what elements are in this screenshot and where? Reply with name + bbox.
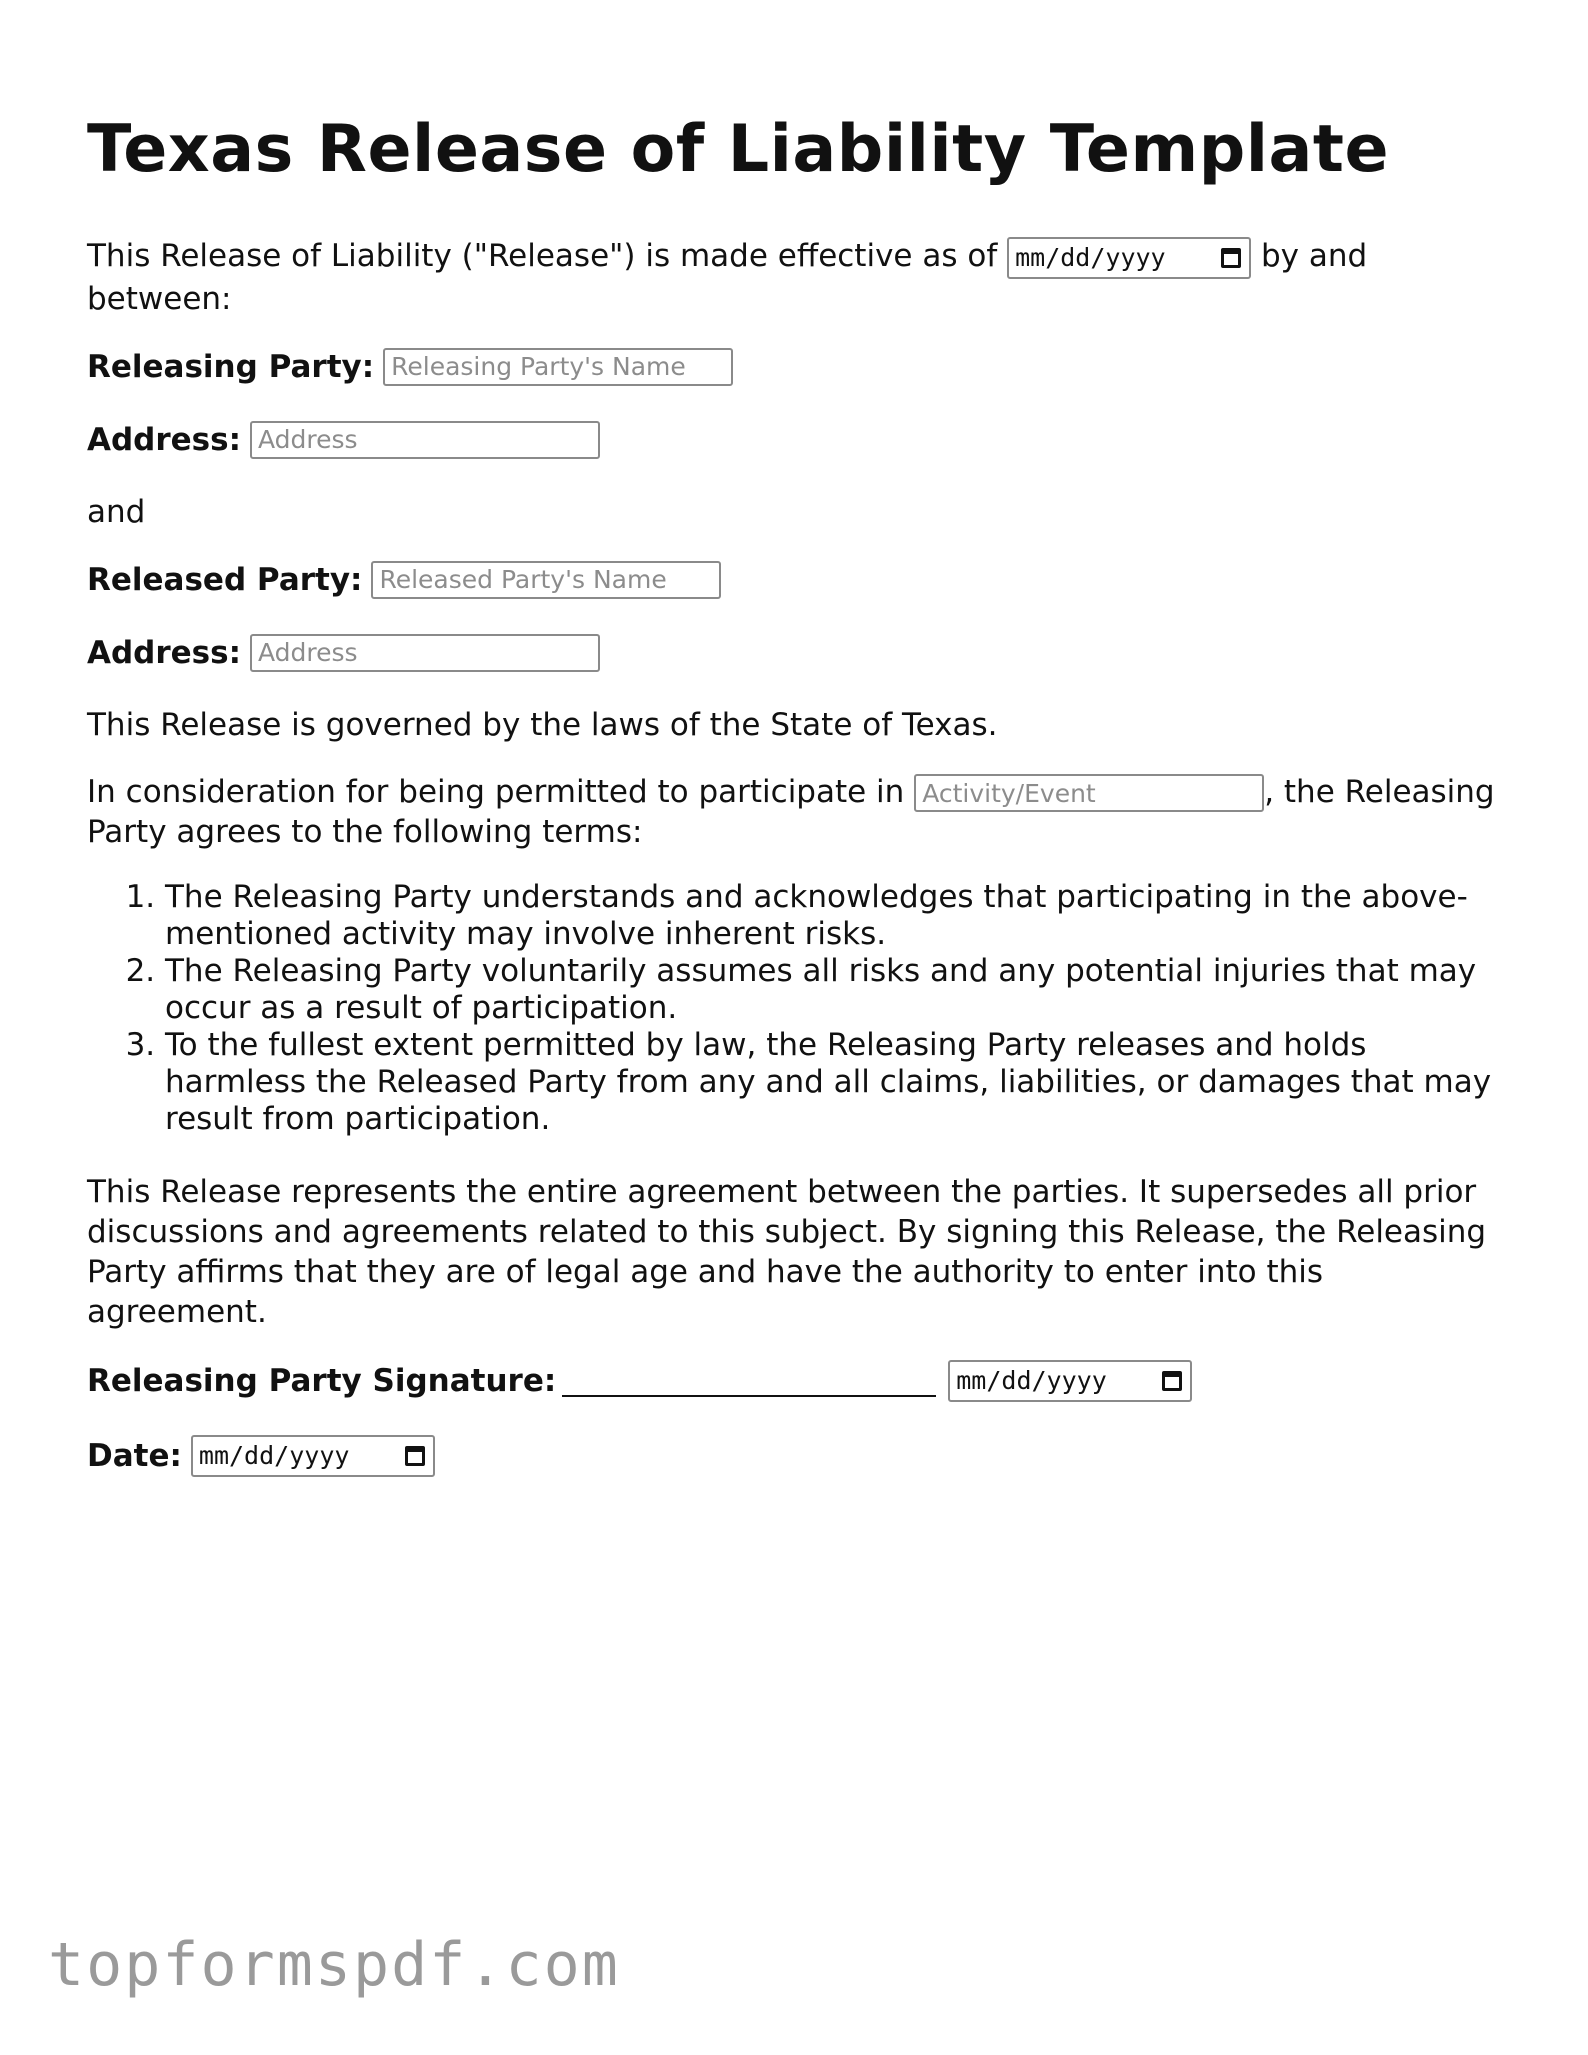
released-party-name-input[interactable] — [371, 561, 721, 599]
signature-date-input[interactable] — [948, 1360, 1192, 1402]
signature-label: Releasing Party Signature: — [87, 1363, 557, 1399]
date-input[interactable] — [191, 1435, 435, 1477]
released-party-row — [87, 559, 1507, 601]
consideration-text-after: , the Releasing Party agrees to the following terms: — [87, 773, 1495, 850]
terms-list — [87, 879, 1507, 1138]
date-row — [87, 1434, 1507, 1478]
governing-law-paragraph: This Release is governed by the laws of the State of Texas. — [87, 706, 998, 743]
released-party-address-label: Address: — [87, 634, 241, 671]
released-party-address-row — [87, 632, 1507, 674]
releasing-party-label: Releasing Party: — [87, 348, 375, 385]
signature-row — [87, 1359, 1507, 1403]
released-party-address-input[interactable] — [250, 634, 600, 672]
and-text: and — [87, 493, 146, 530]
intro-text-after: by and between: — [87, 238, 1368, 317]
releasing-party-address-row — [87, 419, 1507, 461]
releasing-party-row — [87, 346, 1507, 388]
calendar-icon[interactable] — [1162, 1371, 1182, 1391]
date-label: Date: — [87, 1438, 182, 1474]
signature-line[interactable] — [562, 1361, 936, 1397]
releasing-party-address-label: Address: — [87, 421, 241, 458]
date-placeholder: mm/dd/yyyy — [198, 1441, 350, 1470]
releasing-party-address-input[interactable] — [250, 421, 600, 459]
consideration-paragraph — [87, 772, 1507, 853]
watermark: topformspdf.com — [48, 1930, 620, 2000]
signature-date-placeholder: mm/dd/yyyy — [956, 1366, 1107, 1395]
released-party-label: Released Party: — [87, 561, 363, 598]
list-item: 3. To the fullest extent permitted by law, the Releasing Party releases and holds harmless the Released Party from any and all claims, liabilities, or damages that may result from participation. — [165, 1027, 1507, 1138]
intro-text-before: This Release of Liability ("Release") is made effective as of — [87, 238, 1008, 274]
calendar-icon[interactable] — [1221, 248, 1241, 268]
calendar-icon[interactable] — [405, 1446, 425, 1466]
document-page — [87, 100, 1507, 1509]
page-title: Texas Release of Liability Template — [87, 112, 1390, 187]
activity-event-input[interactable] — [914, 774, 1264, 812]
list-item: 2. The Releasing Party voluntarily assumes all risks and any potential injuries that may occur as a result of participation. — [165, 953, 1507, 1027]
entire-agreement-paragraph: This Release represents the entire agreement between the parties. It supersedes all prior discussions and agreements related to this subject. By signing this Release, the Releasing Party affirms that they are of legal age and have the authority to enter into this agreement. — [87, 1174, 1487, 1330]
list-item: 1. The Releasing Party understands and acknowledges that participating in the above-mentioned activity may involve inherent risks. — [165, 879, 1507, 953]
effective-date-placeholder: mm/dd/yyyy — [1015, 242, 1166, 272]
intro-paragraph — [87, 236, 1507, 319]
releasing-party-name-input[interactable] — [383, 348, 733, 386]
consideration-text-before: In consideration for being permitted to participate in — [87, 773, 915, 810]
effective-date-input[interactable] — [1007, 237, 1251, 279]
